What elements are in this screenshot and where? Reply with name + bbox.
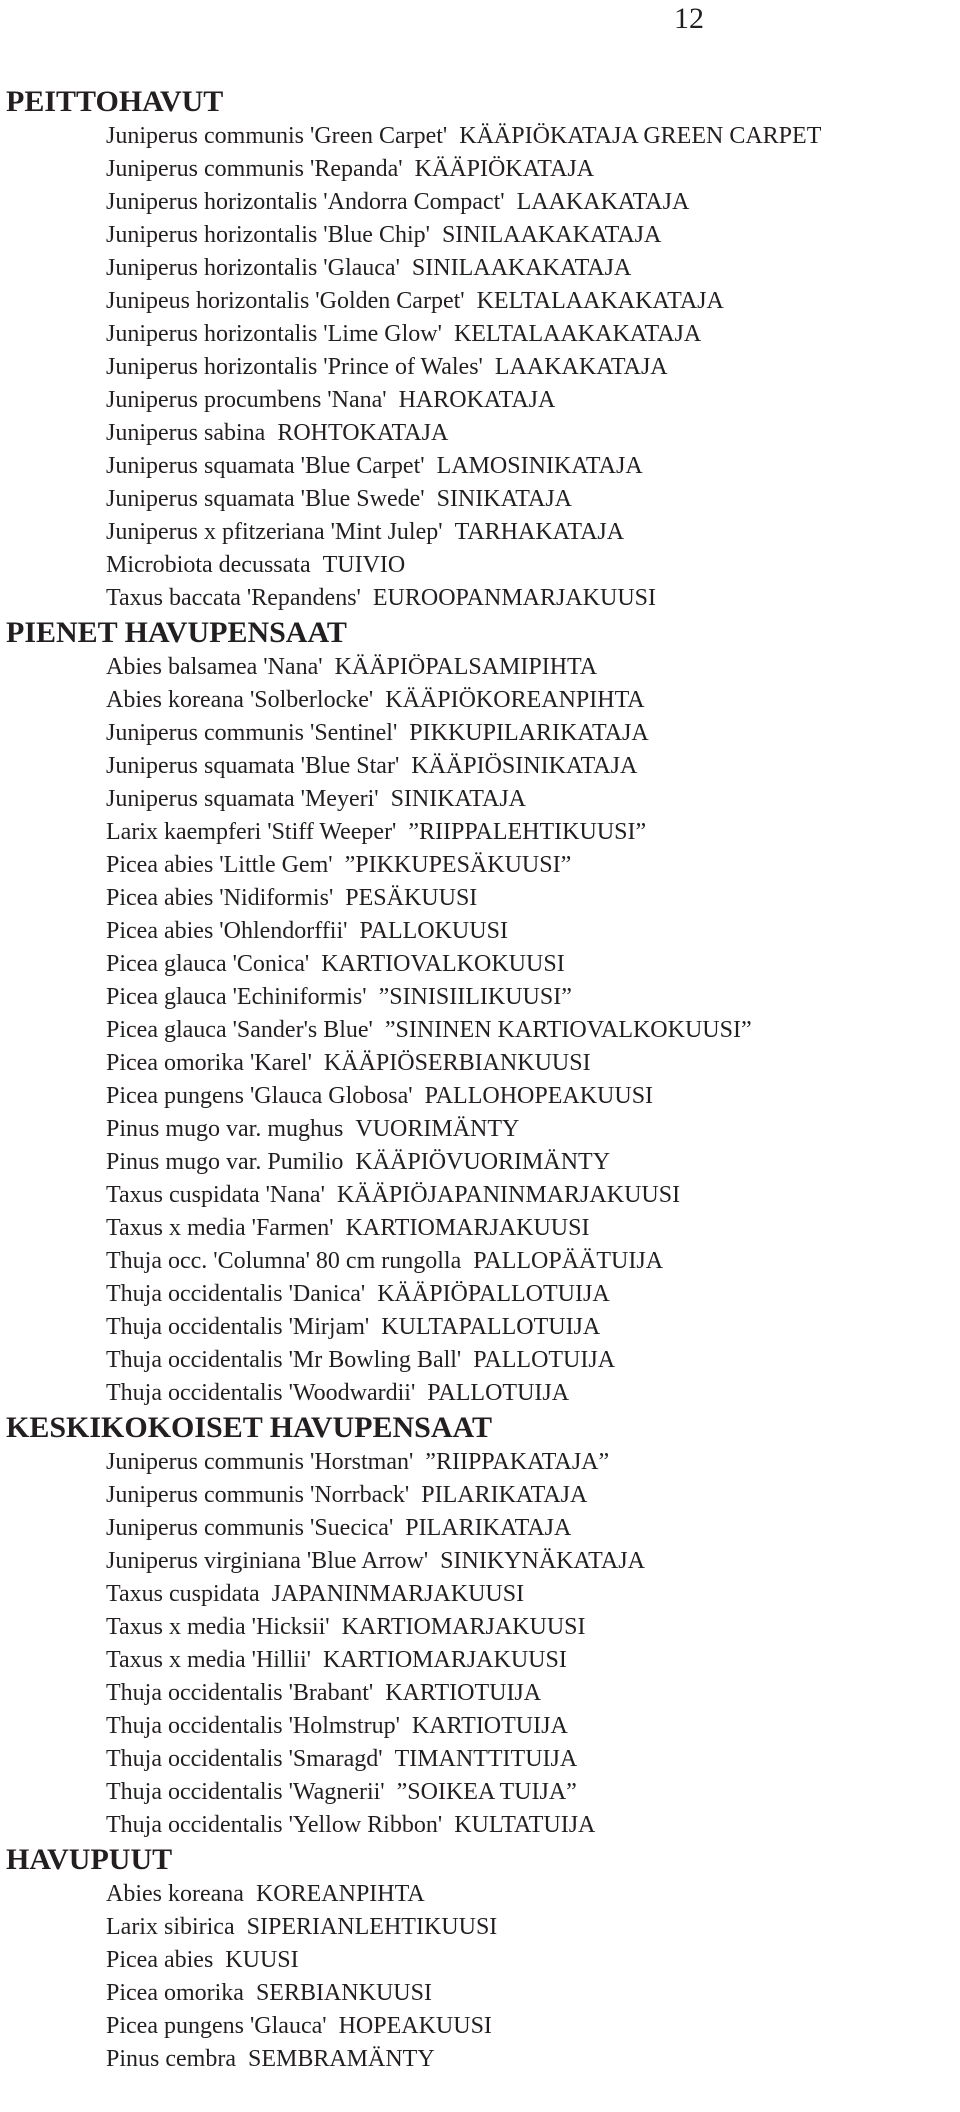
botanical-name: Larix kaempferi 'Stiff Weeper' (106, 819, 397, 845)
common-name: EUROOPANMARJAKUUSI (372, 585, 657, 611)
plant-list-item (106, 750, 956, 783)
common-name: SERBIANKUUSI (255, 1980, 432, 2006)
botanical-name: Juniperus squamata 'Blue Carpet' (106, 453, 425, 479)
plant-list-item (106, 948, 956, 981)
plant-list-item (106, 417, 956, 450)
botanical-name: Juniperus horizontalis 'Blue Chip' (106, 222, 430, 248)
botanical-name: Abies balsamea 'Nana' (106, 654, 323, 680)
plant-list-item (106, 717, 956, 750)
botanical-name: Juniperus virginiana 'Blue Arrow' (106, 1548, 429, 1574)
common-name: HAROKATAJA (398, 387, 556, 413)
plant-section (6, 615, 956, 1410)
botanical-name: Larix sibirica (106, 1914, 235, 1940)
plant-list-item (106, 1377, 956, 1410)
plant-list-item (106, 582, 956, 615)
common-name: JAPANINMARJAKUUSI (271, 1581, 525, 1607)
plant-list-item (106, 1113, 956, 1146)
plant-list-item (106, 1677, 956, 1710)
plant-list (6, 120, 956, 615)
plant-list (6, 651, 956, 1410)
common-name: PILARIKATAJA (405, 1515, 572, 1541)
plant-list-item (106, 684, 956, 717)
plant-list (6, 1878, 956, 2076)
botanical-name: Thuja occ. 'Columna' 80 cm rungolla (106, 1248, 462, 1274)
botanical-name: Taxus cuspidata 'Nana' (106, 1182, 325, 1208)
botanical-name: Thuja occidentalis 'Smaragd' (106, 1746, 383, 1772)
botanical-name: Taxus x media 'Farmen' (106, 1215, 334, 1241)
plant-list-item (106, 1611, 956, 1644)
plant-list (6, 1446, 956, 1842)
plant-list-item (106, 981, 956, 1014)
plant-list-item (106, 1878, 956, 1911)
botanical-name: Juniperus horizontalis 'Lime Glow' (106, 321, 442, 347)
plant-list-item (106, 1644, 956, 1677)
botanical-name: Picea pungens 'Glauca' (106, 2013, 327, 2039)
plant-list-item (106, 1179, 956, 1212)
botanical-name: Picea glauca 'Conica' (106, 951, 310, 977)
botanical-name: Thuja occidentalis 'Woodwardii' (106, 1380, 416, 1406)
common-name: KARTIOMARJAKUUSI (341, 1614, 586, 1640)
botanical-name: Juniperus communis 'Suecica' (106, 1515, 394, 1541)
page-number: 12 (674, 2, 704, 35)
plant-list-item (106, 1311, 956, 1344)
plant-list-item (106, 651, 956, 684)
plant-list-item (106, 1146, 956, 1179)
botanical-name: Pinus mugo var. mughus (106, 1116, 344, 1142)
common-name: TUIVIO (322, 552, 406, 578)
botanical-name: Picea omorika (106, 1980, 244, 2006)
common-name: ”PIKKUPESÄKUUSI” (344, 852, 572, 878)
common-name: PILARIKATAJA (421, 1482, 588, 1508)
plant-list-item (106, 1944, 956, 1977)
botanical-name: Taxus cuspidata (106, 1581, 260, 1607)
plant-list-item (106, 1344, 956, 1377)
botanical-name: Pinus cembra (106, 2046, 236, 2072)
common-name: ”RIIPPAKATAJA” (425, 1449, 610, 1475)
plant-list-item (106, 1512, 956, 1545)
botanical-name: Juniperus horizontalis 'Andorra Compact' (106, 189, 505, 215)
botanical-name: Thuja occidentalis 'Yellow Ribbon' (106, 1812, 443, 1838)
botanical-name: Juniperus squamata 'Meyeri' (106, 786, 379, 812)
botanical-name: Junipeus horizontalis 'Golden Carpet' (106, 288, 465, 314)
plant-list-item (106, 219, 956, 252)
botanical-name: Picea omorika 'Karel' (106, 1050, 312, 1076)
plant-list-item (106, 285, 956, 318)
plant-list-item (106, 120, 956, 153)
botanical-name: Juniperus squamata 'Blue Star' (106, 753, 400, 779)
botanical-name: Juniperus squamata 'Blue Swede' (106, 486, 425, 512)
common-name: SEMBRAMÄNTY (247, 2046, 435, 2072)
botanical-name: Juniperus procumbens 'Nana' (106, 387, 387, 413)
plant-list-item (106, 1743, 956, 1776)
section-heading: KESKIKOKOISET HAVUPENSAAT (6, 1411, 492, 1444)
common-name: TARHAKATAJA (454, 519, 625, 545)
botanical-name: Taxus x media 'Hicksii' (106, 1614, 330, 1640)
common-name: LAAKAKATAJA (516, 189, 690, 215)
botanical-name: Juniperus communis 'Repanda' (106, 156, 403, 182)
botanical-name: Juniperus communis 'Horstman' (106, 1449, 414, 1475)
common-name: PALLOPÄÄTUIJA (473, 1248, 664, 1274)
botanical-name: Juniperus communis 'Sentinel' (106, 720, 398, 746)
botanical-name: Picea abies (106, 1947, 214, 1973)
common-name: PIKKUPILARIKATAJA (409, 720, 649, 746)
botanical-name: Juniperus sabina (106, 420, 266, 446)
common-name: ”SOIKEA TUIJA” (396, 1779, 577, 1805)
plant-list-item (106, 1446, 956, 1479)
common-name: KULTATUIJA (454, 1812, 596, 1838)
common-name: KELTALAAKAKATAJA (476, 288, 724, 314)
plant-list-item (106, 384, 956, 417)
common-name: KÄÄPIÖKATAJA GREEN CARPET (459, 123, 822, 149)
plant-list-item (106, 2010, 956, 2043)
section-heading: HAVUPUUT (6, 1843, 173, 1876)
botanical-name: Juniperus horizontalis 'Prince of Wales' (106, 354, 483, 380)
plant-section (6, 1842, 956, 2076)
botanical-name: Juniperus horizontalis 'Glauca' (106, 255, 400, 281)
botanical-name: Abies koreana 'Solberlocke' (106, 687, 374, 713)
common-name: KARTIOTUIJA (411, 1713, 568, 1739)
common-name: KÄÄPIÖJAPANINMARJAKUUSI (336, 1182, 681, 1208)
common-name: KUUSI (225, 1947, 299, 1973)
botanical-name: Thuja occidentalis 'Holmstrup' (106, 1713, 400, 1739)
botanical-name: Taxus x media 'Hillii' (106, 1647, 311, 1673)
plant-list-item (106, 1080, 956, 1113)
document-body (6, 84, 956, 2076)
plant-list-item (106, 783, 956, 816)
plant-list-item (106, 1479, 956, 1512)
botanical-name: Taxus baccata 'Repandens' (106, 585, 361, 611)
common-name: HOPEAKUUSI (338, 2013, 492, 2039)
common-name: SINIKATAJA (390, 786, 526, 812)
common-name: KARTIOMARJAKUUSI (345, 1215, 590, 1241)
plant-list-item (106, 882, 956, 915)
botanical-name: Picea abies 'Little Gem' (106, 852, 333, 878)
common-name: ”RIIPPALEHTIKUUSI” (408, 819, 647, 845)
plant-section (6, 1410, 956, 1842)
plant-list-item (106, 1710, 956, 1743)
botanical-name: Picea glauca 'Sander's Blue' (106, 1017, 373, 1043)
common-name: KARTIOTUIJA (385, 1680, 542, 1706)
common-name: KULTAPALLOTUIJA (381, 1314, 601, 1340)
botanical-name: Pinus mugo var. Pumilio (106, 1149, 344, 1175)
common-name: SINILAAKAKATAJA (441, 222, 662, 248)
botanical-name: Juniperus communis 'Green Carpet' (106, 123, 448, 149)
common-name: KÄÄPIÖPALSAMIPIHTA (334, 654, 598, 680)
plant-list-item (106, 1578, 956, 1611)
common-name: KÄÄPIÖKOREANPIHTA (385, 687, 645, 713)
botanical-name: Juniperus communis 'Norrback' (106, 1482, 410, 1508)
botanical-name: Thuja occidentalis 'Mr Bowling Ball' (106, 1347, 462, 1373)
common-name: ”SININEN KARTIOVALKOKUUSI” (384, 1017, 752, 1043)
common-name: ”SINISIILIKUUSI” (378, 984, 572, 1010)
plant-list-item (106, 849, 956, 882)
common-name: PESÄKUUSI (345, 885, 478, 911)
plant-list-item (106, 1809, 956, 1842)
plant-list-item (106, 816, 956, 849)
botanical-name: Thuja occidentalis 'Wagnerii' (106, 1779, 385, 1805)
common-name: PALLOHOPEAKUUSI (424, 1083, 654, 1109)
common-name: KOREANPIHTA (255, 1881, 425, 1907)
plant-list-item (106, 1977, 956, 2010)
plant-list-item (106, 1911, 956, 1944)
plant-list-item (106, 153, 956, 186)
botanical-name: Picea abies 'Ohlendorffii' (106, 918, 348, 944)
common-name: SINILAAKAKATAJA (411, 255, 632, 281)
plant-list-item (106, 483, 956, 516)
botanical-name: Juniperus x pfitzeriana 'Mint Julep' (106, 519, 443, 545)
common-name: KARTIOMARJAKUUSI (322, 1647, 567, 1673)
common-name: PALLOTUIJA (427, 1380, 570, 1406)
common-name: PALLOTUIJA (473, 1347, 616, 1373)
common-name: KELTALAAKAKATAJA (453, 321, 702, 347)
plant-list-item (106, 1245, 956, 1278)
plant-list-item (106, 351, 956, 384)
botanical-name: Picea pungens 'Glauca Globosa' (106, 1083, 413, 1109)
plant-list-item (106, 450, 956, 483)
section-heading: PEITTOHAVUT (6, 85, 224, 118)
common-name: LAMOSINIKATAJA (436, 453, 643, 479)
plant-list-item (106, 1047, 956, 1080)
botanical-name: Picea glauca 'Echiniformis' (106, 984, 367, 1010)
plant-list-item (106, 1212, 956, 1245)
plant-list-item (106, 915, 956, 948)
plant-list-item (106, 186, 956, 219)
common-name: PALLOKUUSI (359, 918, 508, 944)
common-name: KÄÄPIÖSERBIANKUUSI (323, 1050, 591, 1076)
common-name: KÄÄPIÖSINIKATAJA (411, 753, 638, 779)
section-heading: PIENET HAVUPENSAAT (6, 616, 347, 649)
plant-list-item (106, 1545, 956, 1578)
plant-list-item (106, 1776, 956, 1809)
common-name: KÄÄPIÖPALLOTUIJA (377, 1281, 610, 1307)
botanical-name: Thuja occidentalis 'Mirjam' (106, 1314, 370, 1340)
plant-list-item (106, 2043, 956, 2076)
botanical-name: Microbiota decussata (106, 552, 311, 578)
common-name: KÄÄPIÖVUORIMÄNTY (355, 1149, 611, 1175)
botanical-name: Picea abies 'Nidiformis' (106, 885, 334, 911)
common-name: ROHTOKATAJA (277, 420, 449, 446)
plant-list-item (106, 1278, 956, 1311)
plant-list-item (106, 1014, 956, 1047)
botanical-name: Abies koreana (106, 1881, 244, 1907)
common-name: SINIKATAJA (436, 486, 573, 512)
botanical-name: Thuja occidentalis 'Danica' (106, 1281, 366, 1307)
plant-list-item (106, 549, 956, 582)
common-name: KÄÄPIÖKATAJA (414, 156, 595, 182)
common-name: KARTIOVALKOKUUSI (321, 951, 565, 977)
plant-list-item (106, 252, 956, 285)
plant-list-item (106, 318, 956, 351)
botanical-name: Thuja occidentalis 'Brabant' (106, 1680, 374, 1706)
plant-section (6, 84, 956, 615)
common-name: SIPERIANLEHTIKUUSI (246, 1914, 498, 1940)
common-name: SINIKYNÄKATAJA (440, 1548, 645, 1574)
common-name: VUORIMÄNTY (355, 1116, 520, 1142)
plant-list-item (106, 516, 956, 549)
common-name: LAAKAKATAJA (494, 354, 668, 380)
common-name: TIMANTTITUIJA (394, 1746, 578, 1772)
